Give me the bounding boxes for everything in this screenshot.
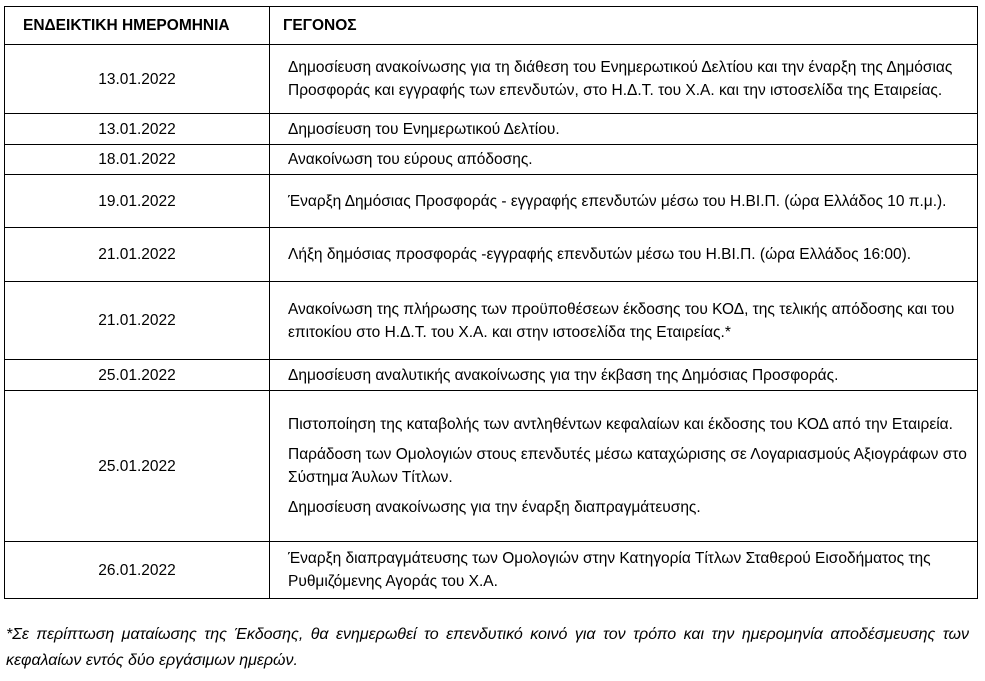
event-text: Λήξη δημόσιας προσφοράς -εγγραφής επενδυτών μέσω του Η.ΒΙ.Π. (ώρα Ελλάδος 16:00). xyxy=(288,246,912,263)
footnote: *Σε περίπτωση ματαίωσης της Έκδοσης, θα ενημερωθεί το επενδυτικό κοινό για τον τρόπο και την ημερομηνία αποδέσμευσης των κεφαλαίων εντός δύο εργάσιμων ημερών. xyxy=(6,626,969,669)
event-text: Παράδοση των Ομολογιών στους επενδυτές μέσω καταχώρισης σε Λογαριασμούς Αξιογράφων στο Σύστημα Άυλων Τίτλων. xyxy=(288,446,967,486)
event-text: Δημοσίευση του Ενημερωτικού Δελτίου. xyxy=(288,120,560,138)
event-text: Δημοσίευση ανακοίνωσης για τη διάθεση του Ενημερωτικού Δελτίου και την έναρξη της Δημόσιας Προσφοράς και εγγραφής των επενδυτών, στο Η.Δ.Τ. του Χ.Α. και την ιστοσελίδα της Εταιρείας. xyxy=(288,59,953,99)
row-date: 21.01.2022 xyxy=(5,228,270,282)
row-date: 18.01.2022 xyxy=(5,145,270,175)
row-date: 25.01.2022 xyxy=(5,360,270,391)
event-text: Έναρξη διαπραγμάτευσης των Ομολογιών στην Κατηγορία Τίτλων Σταθερού Εισοδήματος της Ρυθμιζόμενης Αγοράς του Χ.Α. xyxy=(288,550,931,590)
row-event xyxy=(270,391,978,542)
table-row xyxy=(5,228,978,282)
row-date: 13.01.2022 xyxy=(5,45,270,114)
table-row xyxy=(5,391,978,542)
header-date: ΕΝΔΕΙΚΤΙΚΗ ΗΜΕΡΟΜΗΝΙΑ xyxy=(5,7,270,45)
table-row xyxy=(5,282,978,360)
row-date: 26.01.2022 xyxy=(5,542,270,599)
row-date: 19.01.2022 xyxy=(5,175,270,228)
table-row xyxy=(5,542,978,599)
row-event xyxy=(270,282,978,360)
table-row xyxy=(5,114,978,145)
event-text: Έναρξη Δημόσιας Προσφοράς - εγγραφής επενδυτών μέσω του Η.ΒΙ.Π. (ώρα Ελλάδος 10 π.μ.). xyxy=(288,192,947,210)
row-date: 21.01.2022 xyxy=(5,282,270,360)
row-event xyxy=(270,45,978,114)
table-header-row xyxy=(5,7,978,45)
row-event xyxy=(270,175,978,228)
event-text: Ανακοίνωση της πλήρωσης των προϋποθέσεων έκδοσης του ΚΟΔ, της τελικής απόδοσης και του επιτοκίου στο Η.Δ.Τ. του Χ.Α. και στην ιστοσελίδα της Εταιρείας.* xyxy=(288,300,955,341)
row-event xyxy=(270,114,978,145)
row-date: 25.01.2022 xyxy=(5,391,270,542)
event-text: Πιστοποίηση της καταβολής των αντληθέντων κεφαλαίων και έκδοσης του ΚΟΔ από την Εταιρεία. xyxy=(288,416,953,433)
table-row xyxy=(5,360,978,391)
event-text: Δημοσίευση αναλυτικής ανακοίνωσης για την έκβαση της Δημόσιας Προσφοράς. xyxy=(288,366,839,384)
event-text: Δημοσίευση ανακοίνωσης για την έναρξη διαπραγμάτευσης. xyxy=(288,499,701,516)
row-event xyxy=(270,228,978,282)
row-event xyxy=(270,145,978,175)
row-event xyxy=(270,542,978,599)
table-row xyxy=(5,45,978,114)
event-text: Ανακοίνωση του εύρους απόδοσης. xyxy=(288,151,533,168)
table-row xyxy=(5,175,978,228)
timetable xyxy=(4,6,978,599)
table-row xyxy=(5,145,978,175)
row-event xyxy=(270,360,978,391)
row-date: 13.01.2022 xyxy=(5,114,270,145)
header-event: ΓΕΓΟΝΟΣ xyxy=(270,7,978,45)
